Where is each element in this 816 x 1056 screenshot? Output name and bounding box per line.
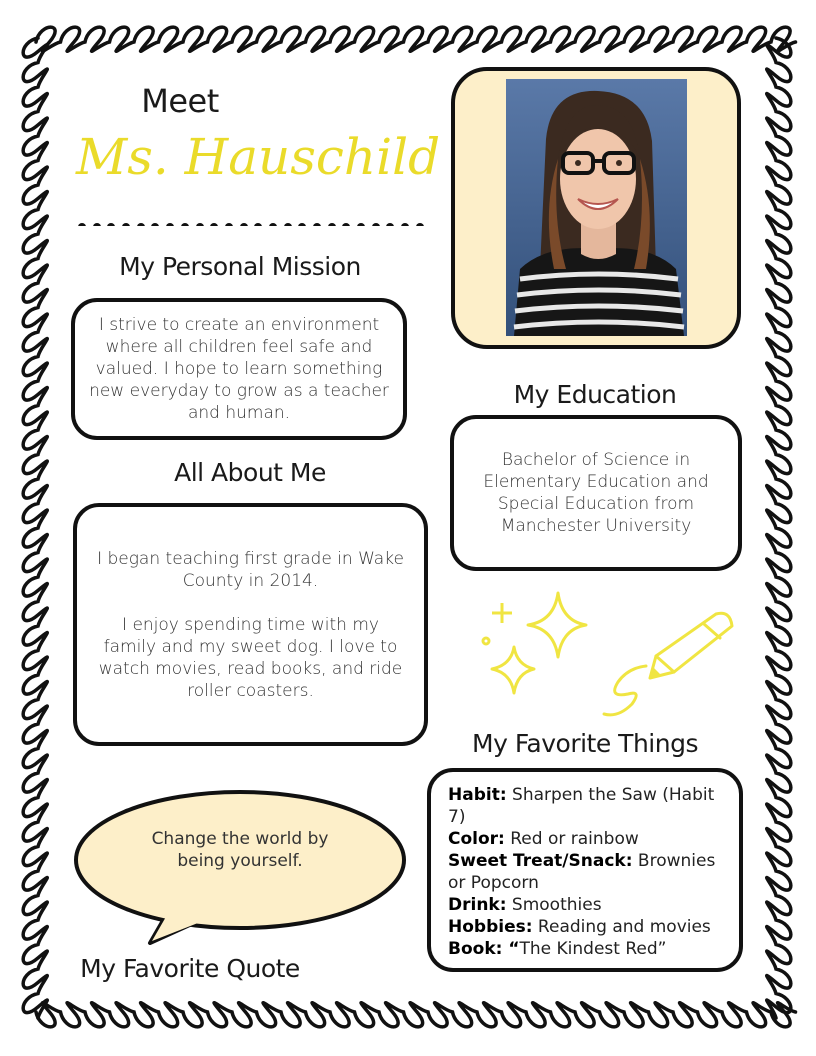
- favorite-item: [448, 894, 725, 916]
- divider-dot: [357, 223, 365, 226]
- border-loops: [23, 38, 47, 1018]
- dotted-divider: [78, 216, 428, 226]
- mission-box: [71, 298, 407, 440]
- divider-dot: [137, 223, 145, 226]
- quote-heading: My Favorite Quote: [80, 954, 300, 983]
- mission-text: I strive to create an environment where all children feel safe and valued. I hope to learn something new everyday to grow as a teacher and human.: [89, 315, 389, 423]
- favorite-value: Sharpen the Saw (Habit 7): [448, 785, 715, 827]
- sparkles-icon: [478, 585, 593, 710]
- favorite-label: Sweet Treat/Snack:: [448, 851, 633, 871]
- about-paragraph-1: I began teaching first grade in Wake County in 2014.: [97, 548, 404, 591]
- favorite-value: The Kindest Red”: [519, 939, 667, 959]
- favorite-value: Brownies or Popcorn: [448, 851, 716, 893]
- favorite-label: Color:: [448, 829, 505, 849]
- divider-dot: [254, 223, 262, 226]
- favorite-item: [448, 850, 725, 894]
- divider-dot: [210, 223, 218, 226]
- divider-dot: [107, 223, 115, 226]
- divider-dot: [93, 223, 101, 226]
- favorites-box: [427, 768, 743, 972]
- about-box: [73, 503, 428, 746]
- divider-dot: [166, 223, 174, 226]
- divider-dot: [196, 223, 204, 226]
- border-loops: [36, 27, 796, 51]
- divider-dot: [298, 223, 306, 226]
- divider-dot: [151, 223, 159, 226]
- divider-dot: [225, 223, 233, 226]
- divider-dot: [122, 223, 130, 226]
- divider-dot: [284, 223, 292, 226]
- favorites-list: [448, 784, 725, 960]
- divider-dot: [372, 223, 380, 226]
- favorite-value: Red or rainbow: [504, 829, 639, 849]
- favorite-value: Reading and movies: [532, 917, 711, 937]
- education-box: [450, 415, 742, 571]
- favorite-label: Drink:: [448, 895, 507, 915]
- divider-dot: [181, 223, 189, 226]
- divider-dot: [386, 223, 394, 226]
- teacher-photo: [506, 79, 687, 336]
- about-paragraph-2: I enjoy spending time with my family and my sweet dog. I love to watch movies, read books, and ride roller coasters.: [98, 614, 403, 701]
- divider-dot: [416, 223, 424, 226]
- divider-dot: [342, 223, 350, 226]
- favorites-heading: My Favorite Things: [472, 729, 698, 758]
- pencil-icon: [598, 606, 743, 721]
- favorite-label: Hobbies:: [448, 917, 533, 937]
- divider-dot: [269, 223, 277, 226]
- teacher-name: Ms. Hauschild: [76, 128, 441, 186]
- border-loops: [767, 38, 791, 1018]
- favorite-value: Smoothies: [506, 895, 602, 915]
- border-loops: [36, 1003, 796, 1027]
- favorite-label: Book: “: [448, 939, 520, 959]
- divider-dot: [78, 223, 86, 226]
- meet-label: Meet: [141, 82, 219, 120]
- favorite-item: [448, 916, 725, 938]
- quote-text: Change the world by being yourself.: [151, 829, 329, 871]
- favorite-item: [448, 784, 725, 828]
- favorite-item: [448, 938, 725, 960]
- mission-heading: My Personal Mission: [119, 252, 361, 281]
- divider-dot: [313, 223, 321, 226]
- favorite-label: Habit:: [448, 785, 507, 805]
- divider-dot: [401, 223, 409, 226]
- divider-dot: [240, 223, 248, 226]
- favorite-item: [448, 828, 725, 850]
- education-heading: My Education: [513, 380, 677, 409]
- about-heading: All About Me: [174, 458, 326, 487]
- divider-dot: [328, 223, 336, 226]
- education-text: Bachelor of Science in Elementary Education and Special Education from Manchester University: [483, 450, 709, 536]
